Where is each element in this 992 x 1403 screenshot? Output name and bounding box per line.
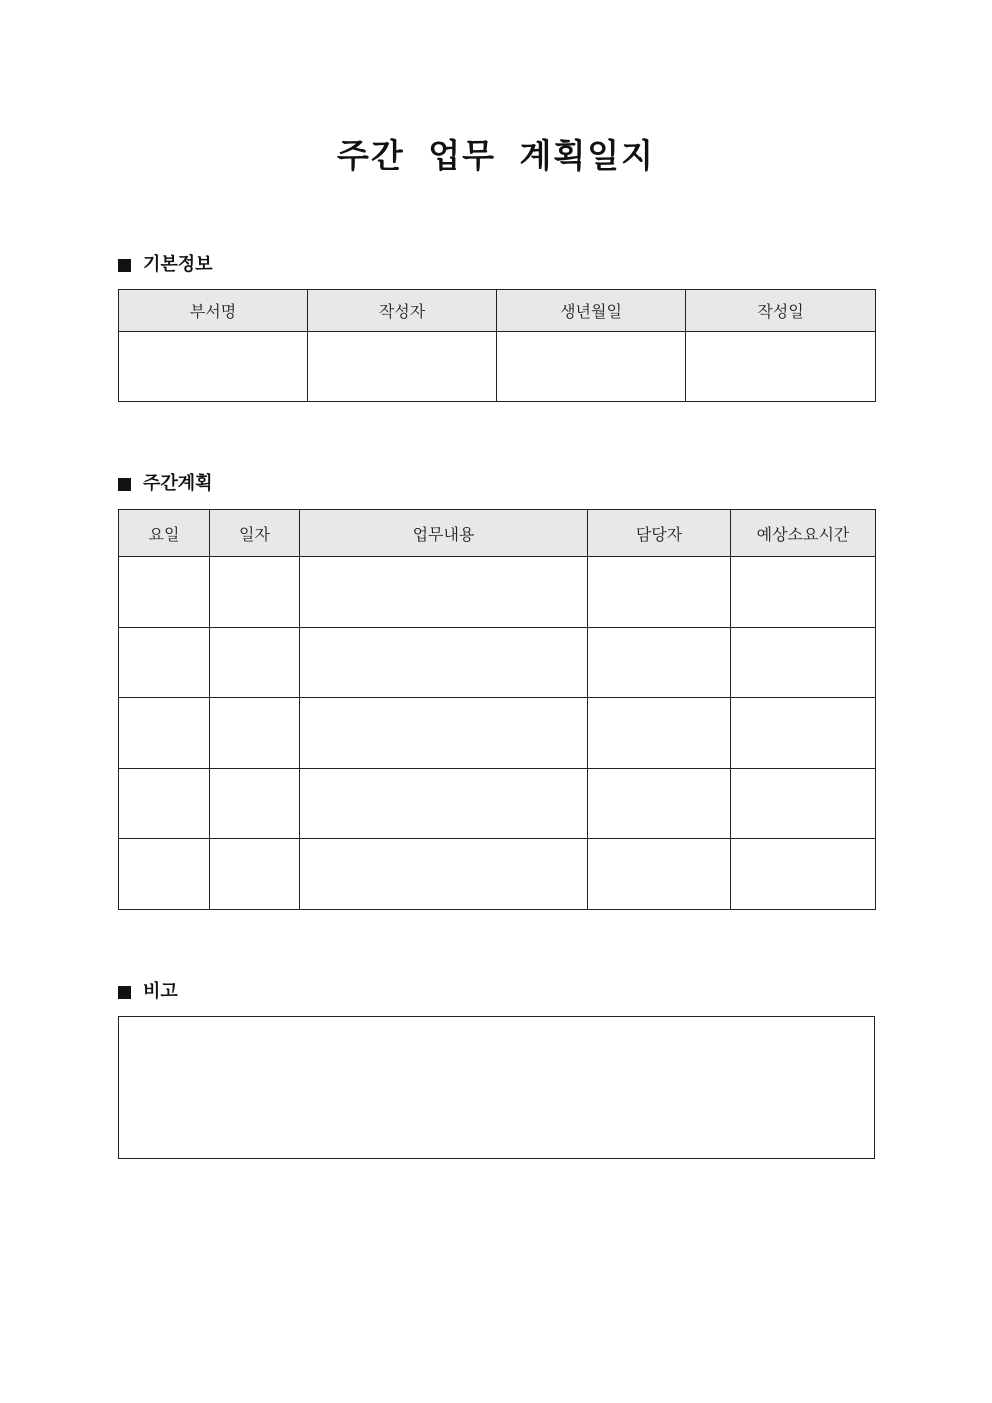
date-cell[interactable] <box>210 557 300 628</box>
task-cell[interactable] <box>300 839 588 910</box>
remarks-box[interactable] <box>118 1016 875 1159</box>
assignee-cell[interactable] <box>588 698 731 769</box>
table-header-row <box>119 290 876 332</box>
column-header-task: 업무내용 <box>300 510 588 557</box>
column-header-author: 작성자 <box>308 290 497 332</box>
column-header-birthdate: 생년월일 <box>497 290 686 332</box>
estimated-time-cell[interactable] <box>731 627 876 698</box>
section-heading-remarks <box>118 979 178 1005</box>
assignee-cell[interactable] <box>588 839 731 910</box>
column-header-estimated-time: 예상소요시간 <box>731 510 876 557</box>
column-header-date: 일자 <box>210 510 300 557</box>
day-cell[interactable] <box>119 698 210 769</box>
task-cell[interactable] <box>300 557 588 628</box>
column-header-day: 요일 <box>119 510 210 557</box>
section-heading-label: 기본정보 <box>143 254 213 275</box>
column-header-date-written: 작성일 <box>686 290 876 332</box>
day-cell[interactable] <box>119 768 210 839</box>
assignee-cell[interactable] <box>588 557 731 628</box>
square-bullet-icon <box>118 986 131 999</box>
table-header-row <box>119 510 876 557</box>
square-bullet-icon <box>118 478 131 491</box>
square-bullet-icon <box>118 259 131 272</box>
date-cell[interactable] <box>210 839 300 910</box>
section-heading-label: 비고 <box>143 981 178 1002</box>
table-row <box>119 332 876 402</box>
estimated-time-cell[interactable] <box>731 557 876 628</box>
column-header-assignee: 담당자 <box>588 510 731 557</box>
task-cell[interactable] <box>300 627 588 698</box>
page-title: 주간 업무 계획일지 <box>336 136 655 175</box>
birthdate-cell[interactable] <box>497 332 686 402</box>
table-row <box>119 627 876 698</box>
table-row <box>119 768 876 839</box>
estimated-time-cell[interactable] <box>731 698 876 769</box>
section-heading-weekly-plan <box>118 471 213 497</box>
date-written-cell[interactable] <box>686 332 876 402</box>
day-cell[interactable] <box>119 557 210 628</box>
day-cell[interactable] <box>119 627 210 698</box>
task-cell[interactable] <box>300 768 588 839</box>
basic-info-table <box>118 289 876 402</box>
column-header-department: 부서명 <box>119 290 308 332</box>
date-cell[interactable] <box>210 768 300 839</box>
day-cell[interactable] <box>119 839 210 910</box>
date-cell[interactable] <box>210 627 300 698</box>
author-cell[interactable] <box>308 332 497 402</box>
estimated-time-cell[interactable] <box>731 768 876 839</box>
table-row <box>119 839 876 910</box>
table-row <box>119 698 876 769</box>
section-heading-label: 주간계획 <box>143 473 213 494</box>
department-cell[interactable] <box>119 332 308 402</box>
weekly-plan-table <box>118 509 876 910</box>
task-cell[interactable] <box>300 698 588 769</box>
assignee-cell[interactable] <box>588 627 731 698</box>
estimated-time-cell[interactable] <box>731 839 876 910</box>
assignee-cell[interactable] <box>588 768 731 839</box>
table-row <box>119 557 876 628</box>
date-cell[interactable] <box>210 698 300 769</box>
section-heading-basic-info <box>118 252 213 278</box>
